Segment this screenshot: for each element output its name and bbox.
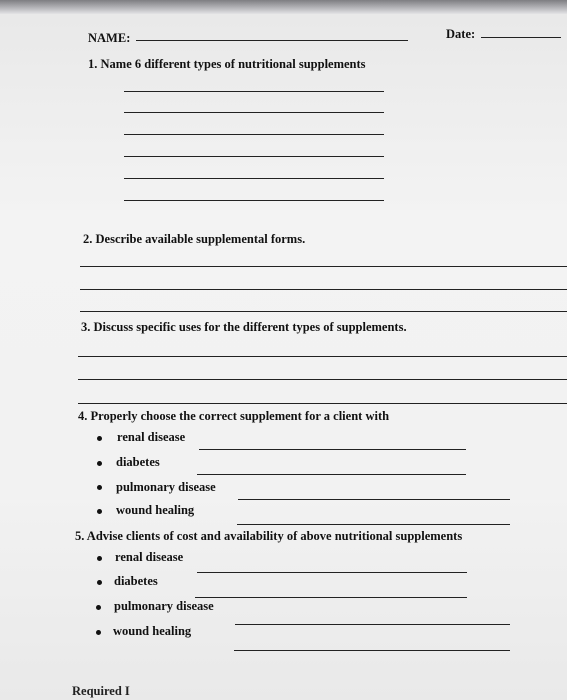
question-1: 1. Name 6 different types of nutritional supplements — [88, 57, 366, 71]
bullet-icon — [97, 461, 102, 466]
answer-line[interactable] — [234, 650, 510, 651]
top-shadow — [0, 0, 567, 14]
question-4: 4. Properly choose the correct supplement for a client with — [78, 409, 390, 423]
list-item-label: wound healing — [116, 503, 195, 517]
list-item-label: pulmonary disease — [116, 480, 216, 494]
answer-line[interactable] — [237, 524, 510, 525]
answer-line[interactable] — [197, 474, 466, 475]
bullet-icon — [97, 509, 102, 514]
question-2: 2. Describe available supplemental forms. — [83, 232, 306, 246]
answer-line[interactable] — [124, 178, 384, 179]
question-5: 5. Advise clients of cost and availability of above nutritional supplements — [75, 529, 463, 543]
answer-line[interactable] — [238, 499, 510, 500]
answer-line[interactable] — [197, 572, 467, 573]
answer-line[interactable] — [124, 134, 384, 135]
list-item-label: diabetes — [114, 574, 158, 588]
answer-line[interactable] — [124, 112, 384, 113]
bullet-icon — [97, 485, 102, 490]
name-label: NAME: — [88, 31, 131, 45]
date-label: Date: — [446, 27, 476, 41]
list-item-label: renal disease — [117, 430, 186, 444]
list-item-label: wound healing — [113, 624, 192, 638]
question-3: 3. Discuss specific uses for the different types of supplements. — [81, 320, 407, 334]
bullet-icon — [97, 556, 102, 561]
date-line[interactable] — [481, 37, 561, 38]
bullet-icon — [97, 580, 102, 585]
answer-line[interactable] — [80, 289, 567, 290]
answer-line[interactable] — [235, 624, 510, 625]
answer-line[interactable] — [80, 266, 567, 267]
list-item-label: renal disease — [115, 550, 184, 564]
answer-line[interactable] — [78, 356, 567, 357]
answer-line[interactable] — [78, 379, 567, 380]
list-item-label: pulmonary disease — [114, 599, 214, 613]
answer-line[interactable] — [124, 156, 384, 157]
answer-line[interactable] — [80, 311, 567, 312]
answer-line[interactable] — [195, 597, 467, 598]
bullet-icon — [97, 436, 102, 441]
bullet-icon — [96, 630, 101, 635]
list-item-label: diabetes — [116, 455, 160, 469]
answer-line[interactable] — [124, 200, 384, 201]
bullet-icon — [96, 605, 101, 610]
answer-line[interactable] — [78, 403, 567, 404]
footer-text: Required I — [72, 684, 130, 698]
name-line[interactable] — [136, 40, 408, 41]
answer-line[interactable] — [199, 449, 466, 450]
answer-line[interactable] — [124, 91, 384, 92]
